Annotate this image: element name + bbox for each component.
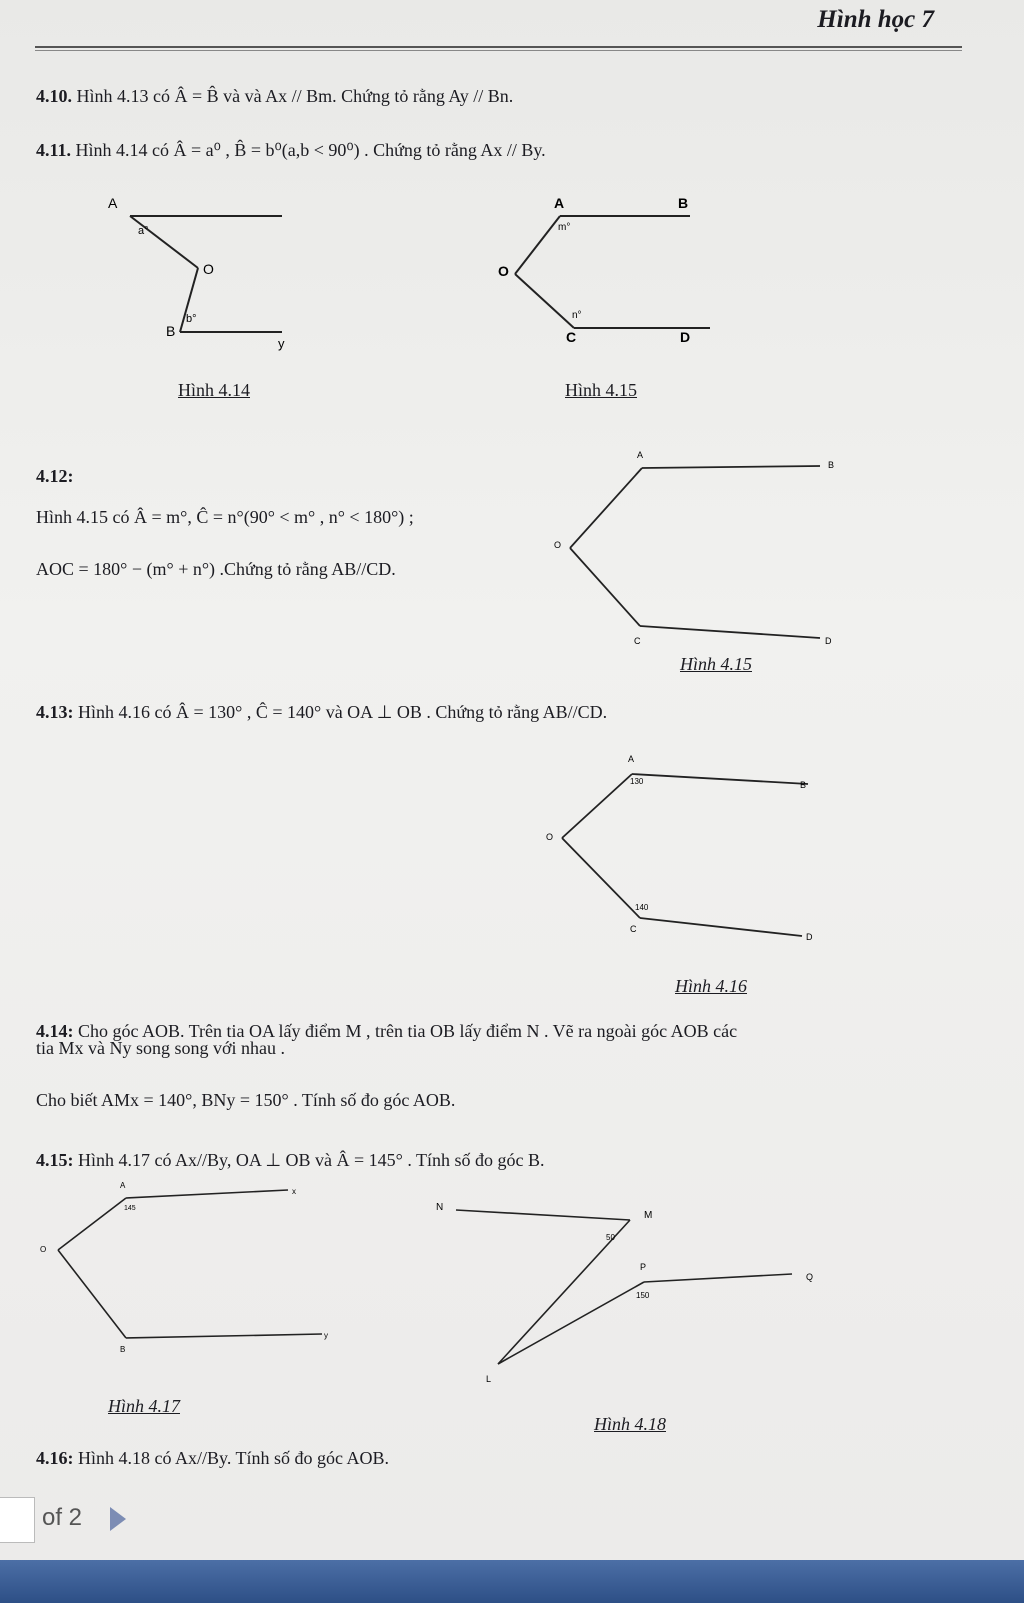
problem-4-14-line3: Cho biết AMx = 140°, BNy = 150° . Tính số đo góc AOB. [36, 1090, 456, 1110]
caption-hinh-4-15-top: Hình 4.15 [565, 380, 637, 400]
label-B: B [800, 780, 807, 790]
label-B: B [166, 323, 176, 339]
label-A: A [637, 450, 644, 460]
label-C: C [566, 329, 577, 345]
label-angle-50: 50 [606, 1233, 615, 1242]
figure-4-15-top [480, 190, 730, 350]
label-L: L [486, 1374, 492, 1384]
problem-number: 4.14: [36, 1021, 74, 1041]
figure-4-15-second [540, 440, 840, 646]
problem-4-15 [36, 1150, 545, 1171]
label-O: O [498, 263, 509, 279]
label-y: y [324, 1331, 328, 1340]
label-B: B [678, 195, 689, 211]
problem-text: Hình 4.13 có Â = B̂ và và Ax // Bm. Chứng tỏ rằng Ay // Bn. [76, 86, 514, 106]
problem-4-13 [36, 702, 607, 723]
label-angle-140: 140 [635, 903, 649, 912]
label-N: N [436, 1202, 444, 1213]
label-D: D [806, 932, 813, 942]
pdf-page-navigator [0, 1480, 300, 1550]
label-Q: Q [806, 1272, 814, 1282]
label-D: D [680, 329, 691, 345]
header-rule-thin [35, 50, 962, 51]
caption-hinh-4-16: Hình 4.16 [675, 976, 747, 996]
problem-number: 4.10. [36, 86, 72, 106]
problem-4-14-line2: tia Mx và Ny song song với nhau . [36, 1038, 286, 1058]
label-O: O [40, 1245, 47, 1254]
problem-4-11 [36, 140, 546, 161]
caption-hinh-4-18: Hình 4.18 [594, 1414, 666, 1434]
problem-number: 4.11. [36, 140, 72, 160]
problem-text: Hình 4.14 có Â = a⁰ , B̂ = b⁰(a,b < 90⁰) . Chứng tỏ rằng Ax // By. [75, 140, 546, 160]
label-D: D [825, 636, 832, 646]
page-header-title: Hình học 7 [817, 6, 934, 33]
label-x: x [292, 1187, 296, 1196]
figure-4-14 [100, 190, 300, 350]
caption-hinh-4-17: Hình 4.17 [108, 1396, 180, 1416]
label-O: O [203, 261, 214, 277]
label-C: C [630, 924, 637, 934]
problem-4-16 [36, 1448, 389, 1469]
problem-number: 4.15: [36, 1150, 74, 1170]
problem-text: Hình 4.17 có Ax//By, OA ⊥ OB và Â = 145° . Tính số đo góc B. [78, 1150, 545, 1170]
page-count-label: of 2 [42, 1504, 83, 1531]
taskbar [0, 1560, 1024, 1603]
label-A: A [628, 754, 635, 764]
label-angle-145: 145 [124, 1205, 136, 1212]
label-angle-150: 150 [636, 1291, 650, 1300]
label-M: M [644, 1210, 653, 1221]
label-A: A [120, 1181, 126, 1190]
figure-4-17 [40, 1180, 340, 1360]
problem-4-10 [36, 86, 513, 107]
label-P: P [640, 1262, 647, 1272]
problem-number: 4.16: [36, 1448, 74, 1468]
label-angle-130: 130 [630, 777, 644, 786]
figure-4-18 [430, 1190, 830, 1390]
label-O: O [554, 540, 562, 550]
label-B: B [828, 460, 835, 470]
label-angle-m: m° [558, 222, 571, 233]
figure-4-16 [540, 740, 840, 950]
problem-text: Cho góc AOB. Trên tia OA lấy điểm M , trên tia OB lấy điểm N . Vẽ ra ngoài góc AOB các [78, 1021, 738, 1041]
label-angle-b: b° [186, 313, 197, 325]
problem-4-12-line2: AOC = 180° − (m° + n°) .Chứng tỏ rằng AB//CD. [36, 559, 396, 579]
next-page-arrow-icon[interactable] [110, 1507, 126, 1531]
label-B: B [120, 1345, 126, 1354]
page-number-input[interactable] [0, 1497, 35, 1543]
caption-hinh-4-15-second: Hình 4.15 [680, 654, 752, 674]
caption-hinh-4-14: Hình 4.14 [178, 380, 250, 400]
label-angle-n: n° [572, 310, 582, 321]
label-A: A [108, 195, 118, 211]
problem-4-12-number: 4.12: [36, 466, 74, 486]
problem-number: 4.13: [36, 702, 74, 722]
label-C: C [634, 636, 641, 646]
problem-4-12-line1: Hình 4.15 có Â = m°, Ĉ = n°(90° < m° , n° < 180°) ; [36, 507, 414, 527]
problem-text: Hình 4.16 có Â = 130° , Ĉ = 140° và OA ⊥ OB . Chứng tỏ rằng AB//CD. [78, 702, 608, 722]
label-A: A [554, 195, 565, 211]
label-y: y [278, 336, 285, 351]
header-rule [35, 46, 962, 48]
label-O: O [546, 832, 554, 842]
label-angle-a: a° [138, 225, 149, 237]
problem-text: Hình 4.18 có Ax//By. Tính số đo góc AOB. [78, 1448, 390, 1468]
